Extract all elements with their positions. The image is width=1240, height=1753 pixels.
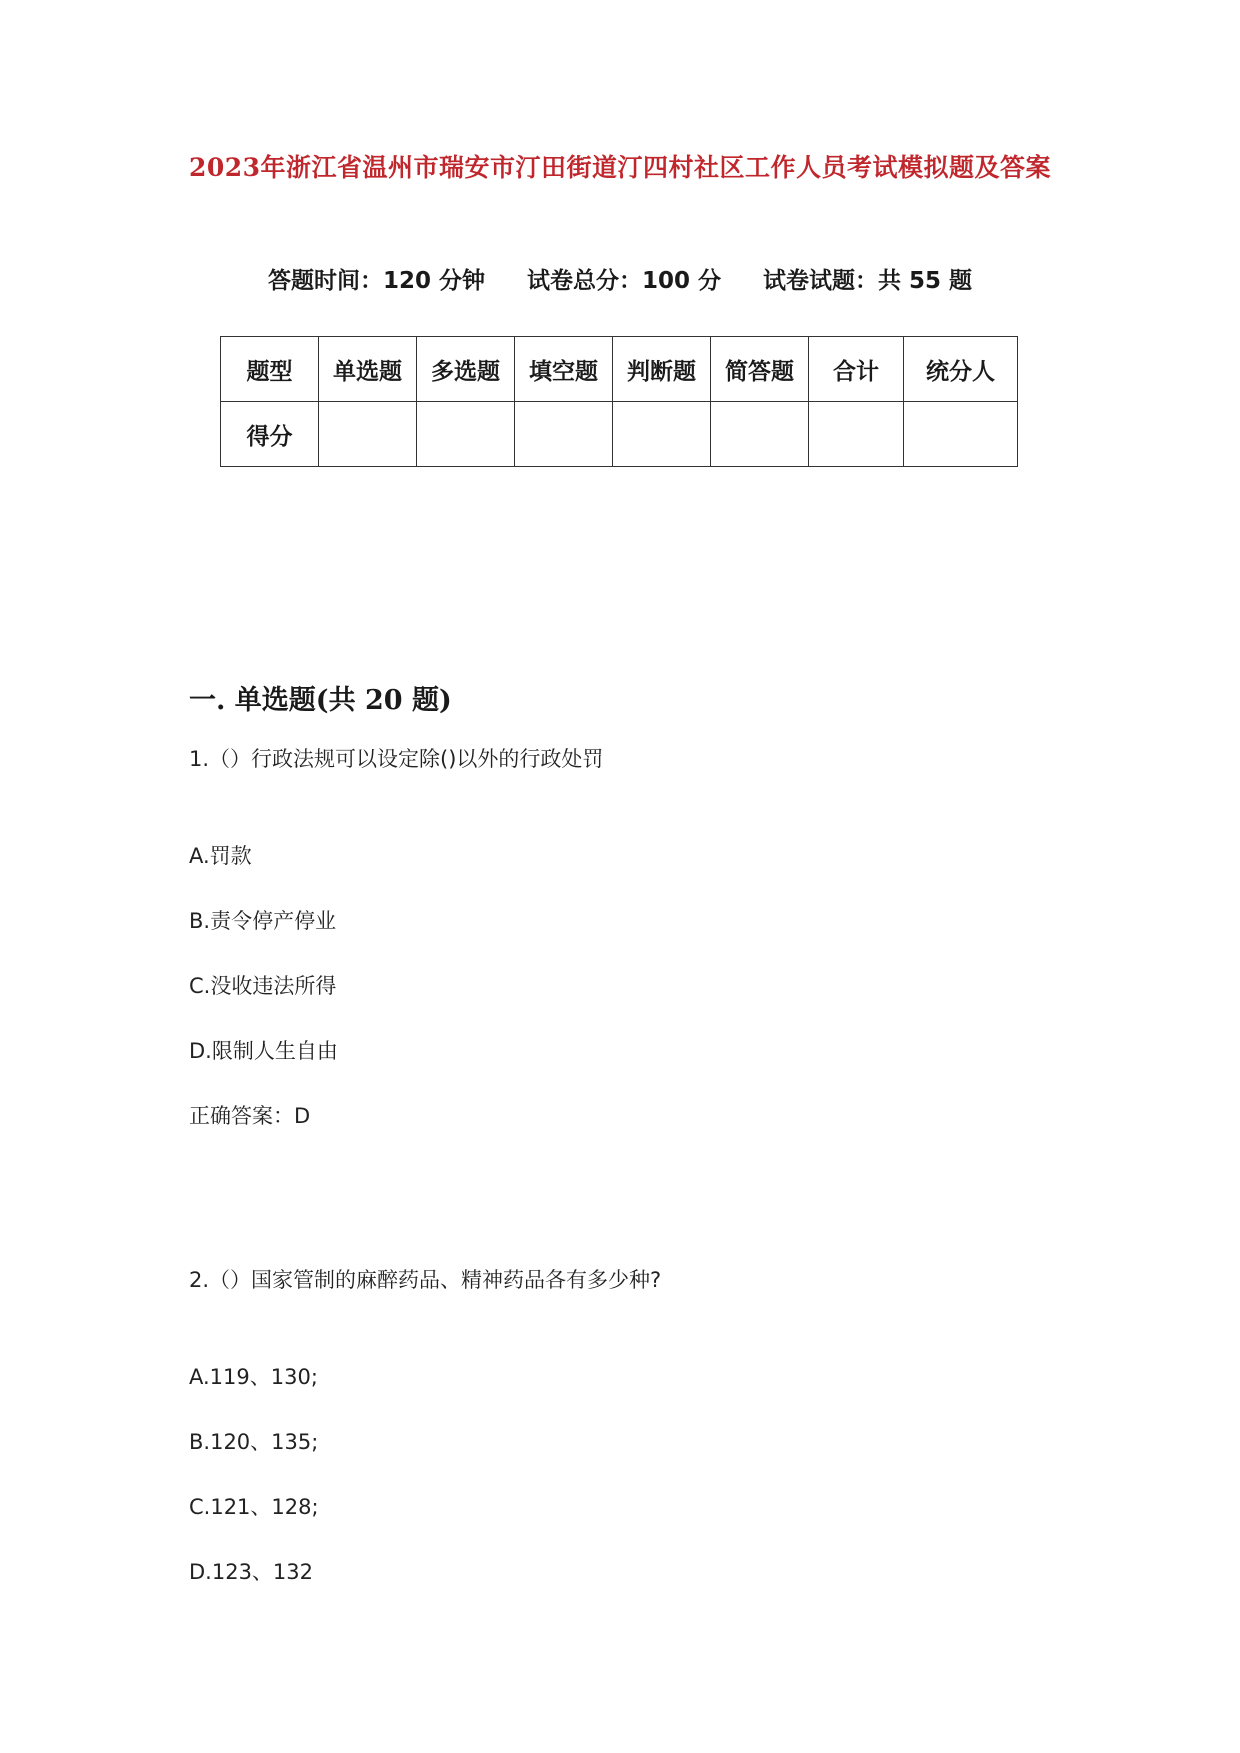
header-cell-single-choice: 单选题 (319, 337, 417, 402)
score-row-label: 得分 (221, 402, 319, 467)
header-cell-type: 题型 (221, 337, 319, 402)
score-table-score-row (221, 402, 1018, 467)
question-2-option-d: D.123、132 (189, 1560, 314, 1584)
document-title: 2023年浙江省温州市瑞安市汀田街道汀四村社区工作人员考试模拟题及答案 (188, 153, 1052, 182)
score-cell (904, 402, 1018, 467)
score-cell (515, 402, 613, 467)
header-cell-total: 合计 (809, 337, 904, 402)
score-cell (417, 402, 515, 467)
question-2-stem: 2.（）国家管制的麻醉药品、精神药品各有多少种? (189, 1268, 662, 1292)
score-cell (711, 402, 809, 467)
score-cell (809, 402, 904, 467)
score-cell (613, 402, 711, 467)
section-heading: 一. 单选题(共 20 题) (189, 685, 452, 716)
question-1-option-d: D.限制人生自由 (189, 1039, 338, 1063)
question-1-option-b: B.责令停产停业 (189, 909, 337, 933)
question-1-answer: 正确答案：D (189, 1104, 311, 1128)
score-table-header-row (221, 337, 1018, 402)
header-cell-true-false: 判断题 (613, 337, 711, 402)
exam-question-count: 试卷试题：共 55 题 (763, 268, 973, 294)
exam-total-score: 试卷总分：100 分 (526, 268, 722, 294)
exam-time: 答题时间：120 分钟 (267, 268, 485, 294)
question-1-option-a: A.罚款 (189, 844, 252, 868)
header-cell-multiple-choice: 多选题 (417, 337, 515, 402)
header-cell-scorer: 统分人 (904, 337, 1018, 402)
exam-info (0, 262, 1240, 295)
score-table (220, 336, 1018, 467)
question-1-option-c: C.没收违法所得 (189, 974, 337, 998)
header-cell-short-answer: 简答题 (711, 337, 809, 402)
question-1-stem: 1.（）行政法规可以设定除()以外的行政处罚 (189, 747, 604, 771)
question-2-option-a: A.119、130; (189, 1365, 318, 1389)
question-2-option-c: C.121、128; (189, 1495, 319, 1519)
score-cell (319, 402, 417, 467)
header-cell-fill-blank: 填空题 (515, 337, 613, 402)
question-2-option-b: B.120、135; (189, 1430, 319, 1454)
